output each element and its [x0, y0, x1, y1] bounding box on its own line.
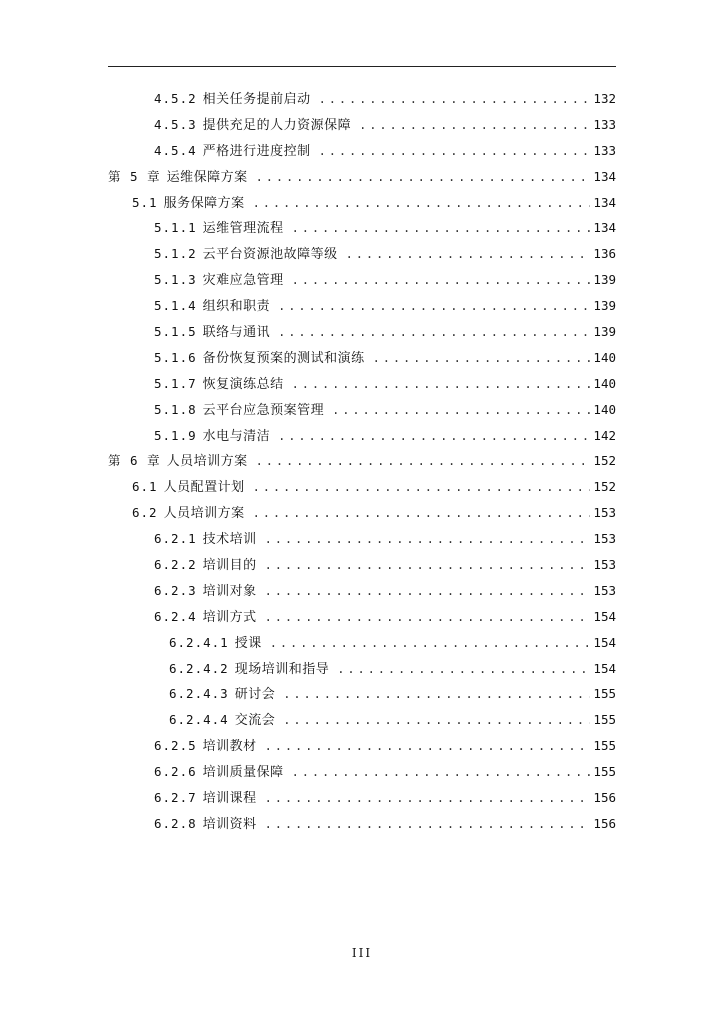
toc-dot-leader [265, 553, 591, 579]
toc-entry-number: 6.2.1 [154, 531, 197, 547]
toc-dot-leader [346, 242, 591, 268]
toc-entry[interactable] [108, 397, 616, 423]
toc-entry-number: 5.1.4 [154, 298, 197, 314]
toc-entry-page: 140 [593, 401, 616, 417]
toc-entry-title: 备份恢复预案的测试和演练 [202, 350, 365, 366]
toc-dot-leader [265, 605, 591, 631]
toc-entry-page: 155 [593, 686, 616, 702]
toc-entry-number: 5.1 [132, 194, 158, 210]
toc-entry[interactable] [108, 267, 616, 293]
toc-entry[interactable] [108, 552, 616, 578]
toc-entry[interactable] [108, 345, 616, 371]
toc-entry-page: 142 [593, 427, 616, 443]
toc-entry-page: 154 [593, 634, 616, 650]
toc-entry-number: 6.2.5 [154, 738, 197, 754]
toc-entry-page: 132 [593, 91, 616, 106]
toc-entry-number: 5.1.6 [154, 349, 197, 365]
toc-dot-leader [270, 631, 591, 657]
toc-entry-page: 134 [593, 194, 616, 210]
toc-dot-leader [359, 113, 590, 139]
toc-entry[interactable] [108, 138, 616, 164]
toc-entry-number: 5.1.1 [154, 220, 197, 236]
toc-entry[interactable] [108, 681, 616, 707]
toc-dot-leader [337, 657, 590, 683]
toc-entry-page: 153 [593, 582, 616, 598]
toc-entry-title: 服务保障方案 [163, 195, 245, 211]
toc-dot-leader [265, 579, 591, 605]
toc-dot-leader [256, 165, 591, 191]
toc-entry-page: 136 [593, 246, 616, 262]
toc-dot-leader [292, 372, 591, 398]
toc-entry-number: 5.1.8 [154, 401, 197, 417]
toc-entry-page: 140 [593, 375, 616, 391]
toc-entry-title: 组织和职责 [202, 299, 271, 315]
toc-entry[interactable] [108, 811, 616, 837]
toc-entry[interactable] [108, 319, 616, 345]
toc-entry-page: 154 [593, 660, 616, 676]
toc-entry[interactable] [108, 112, 616, 138]
toc-entry-number: 5.1.7 [154, 375, 197, 391]
toc-entry[interactable] [108, 578, 616, 604]
toc-dot-leader [319, 139, 591, 165]
toc-dot-leader [283, 682, 590, 708]
toc-entry-title: 培训教材 [202, 739, 257, 755]
page-number: III [351, 946, 373, 960]
toc-entry-number: 5.1.5 [154, 324, 197, 340]
toc-entry-number: 6.2.4.1 [169, 634, 229, 650]
toc-entry-title: 授课 [234, 635, 262, 651]
toc-entry-number: 6.2.8 [154, 815, 197, 831]
toc-entry-page: 140 [593, 349, 616, 365]
toc-entry-title: 严格进行进度控制 [202, 143, 311, 159]
toc-entry-page: 139 [593, 324, 616, 340]
toc-dot-leader [332, 398, 590, 424]
toc-entry-title: 人员配置计划 [163, 480, 245, 496]
toc-dot-leader [278, 294, 590, 320]
toc-entry-page: 153 [593, 557, 616, 573]
toc-entry-page: 155 [593, 738, 616, 754]
toc-entry[interactable] [108, 785, 616, 811]
toc-dot-leader [373, 346, 591, 372]
toc-entry[interactable] [108, 86, 616, 112]
toc-entry-number: 5.1.3 [154, 272, 197, 288]
toc-dot-leader [278, 424, 590, 450]
toc-entry-title: 研讨会 [234, 687, 276, 703]
toc-entry-title: 运维保障方案 [166, 169, 248, 185]
toc-dot-leader [265, 734, 591, 760]
toc-entry-page: 156 [593, 815, 616, 831]
toc-entry-page: 139 [593, 298, 616, 314]
toc-entry[interactable] [108, 500, 616, 526]
toc-entry[interactable] [108, 707, 616, 733]
toc-entry[interactable] [108, 604, 616, 630]
toc-entry[interactable] [108, 190, 616, 216]
toc-entry-title: 培训质量保障 [202, 765, 284, 781]
toc-entry[interactable] [108, 215, 616, 241]
toc-entry[interactable] [108, 448, 616, 474]
toc-entry-title: 培训课程 [202, 791, 257, 807]
toc-entry[interactable] [108, 423, 616, 449]
toc-dot-leader [319, 87, 591, 113]
toc-entry-title: 培训资料 [202, 816, 257, 832]
toc-entry[interactable] [108, 630, 616, 656]
toc-entry-number: 5.1.2 [154, 246, 197, 262]
toc-dot-leader [265, 527, 591, 553]
toc-entry-number: 6.2.6 [154, 764, 197, 780]
toc-dot-leader [283, 708, 590, 734]
toc-entry-title: 云平台资源池故障等级 [202, 247, 338, 263]
table-of-contents [108, 86, 616, 837]
toc-entry-title: 云平台应急预案管理 [202, 402, 325, 418]
toc-entry-page: 134 [593, 220, 616, 236]
toc-entry[interactable] [108, 656, 616, 682]
toc-entry-title: 提供充足的人力资源保障 [202, 117, 352, 133]
toc-dot-leader [253, 191, 591, 217]
toc-entry-number: 6.2.4 [154, 608, 197, 624]
toc-entry[interactable] [108, 241, 616, 267]
toc-entry-title: 现场培训和指导 [234, 661, 330, 677]
toc-entry-page: 153 [593, 531, 616, 547]
toc-dot-leader [292, 760, 591, 786]
toc-entry-title: 培训对象 [202, 583, 257, 599]
toc-entry-number: 4.5.3 [154, 116, 197, 132]
toc-entry-page: 134 [593, 168, 616, 184]
toc-entry-number: 6.2.3 [154, 582, 197, 598]
toc-entry-title: 联络与通讯 [202, 325, 271, 341]
toc-entry-title: 人员培训方案 [166, 454, 248, 470]
toc-entry-page: 156 [593, 790, 616, 806]
toc-entry[interactable] [108, 371, 616, 397]
toc-entry-title: 灾难应急管理 [202, 273, 284, 289]
toc-entry-page: 155 [593, 764, 616, 780]
toc-entry-title: 交流会 [234, 713, 276, 729]
toc-entry[interactable] [108, 526, 616, 552]
toc-entry-number: 6.2.4.3 [169, 686, 229, 702]
toc-entry-number: 6.2 [132, 505, 158, 521]
toc-entry-number: 6.1 [132, 479, 158, 495]
toc-dot-leader [265, 812, 591, 838]
toc-entry-title: 技术培训 [202, 532, 257, 548]
toc-entry-page: 154 [593, 608, 616, 624]
toc-entry[interactable] [108, 164, 616, 190]
toc-entry-title: 恢复演练总结 [202, 376, 284, 392]
toc-entry-title: 相关任务提前启动 [202, 92, 311, 107]
toc-entry-number: 第 6 章 [108, 453, 161, 469]
toc-entry-number: 6.2.2 [154, 557, 197, 573]
toc-entry-title: 水电与清洁 [202, 428, 271, 444]
toc-entry-title: 运维管理流程 [202, 221, 284, 237]
toc-entry-title: 人员培训方案 [163, 506, 245, 522]
toc-entry[interactable] [108, 759, 616, 785]
toc-entry-number: 6.2.4.4 [169, 712, 229, 728]
toc-entry-number: 第 5 章 [108, 168, 161, 184]
toc-entry[interactable] [108, 474, 616, 500]
toc-entry-page: 139 [593, 272, 616, 288]
toc-entry-number: 4.5.4 [154, 142, 197, 158]
toc-entry-page: 152 [593, 453, 616, 469]
toc-dot-leader [256, 449, 591, 475]
toc-dot-leader [253, 501, 591, 527]
toc-entry-page: 152 [593, 479, 616, 495]
header-rule [108, 66, 616, 67]
toc-entry-page: 155 [593, 712, 616, 728]
toc-dot-leader [265, 786, 591, 812]
toc-entry-number: 6.2.7 [154, 790, 197, 806]
toc-entry[interactable] [108, 733, 616, 759]
toc-dot-leader [278, 320, 590, 346]
toc-entry[interactable] [108, 293, 616, 319]
toc-entry-number: 5.1.9 [154, 427, 197, 443]
toc-entry-title: 培训目的 [202, 558, 257, 574]
toc-entry-title: 培训方式 [202, 609, 257, 625]
toc-entry-page: 153 [593, 505, 616, 521]
toc-entry-page: 133 [593, 116, 616, 132]
toc-dot-leader [292, 216, 591, 242]
toc-entry-number: 4.5.2 [154, 91, 197, 106]
toc-entry-page: 133 [593, 142, 616, 158]
toc-entry-number: 6.2.4.2 [169, 660, 229, 676]
toc-dot-leader [253, 475, 591, 501]
toc-dot-leader [292, 268, 591, 294]
